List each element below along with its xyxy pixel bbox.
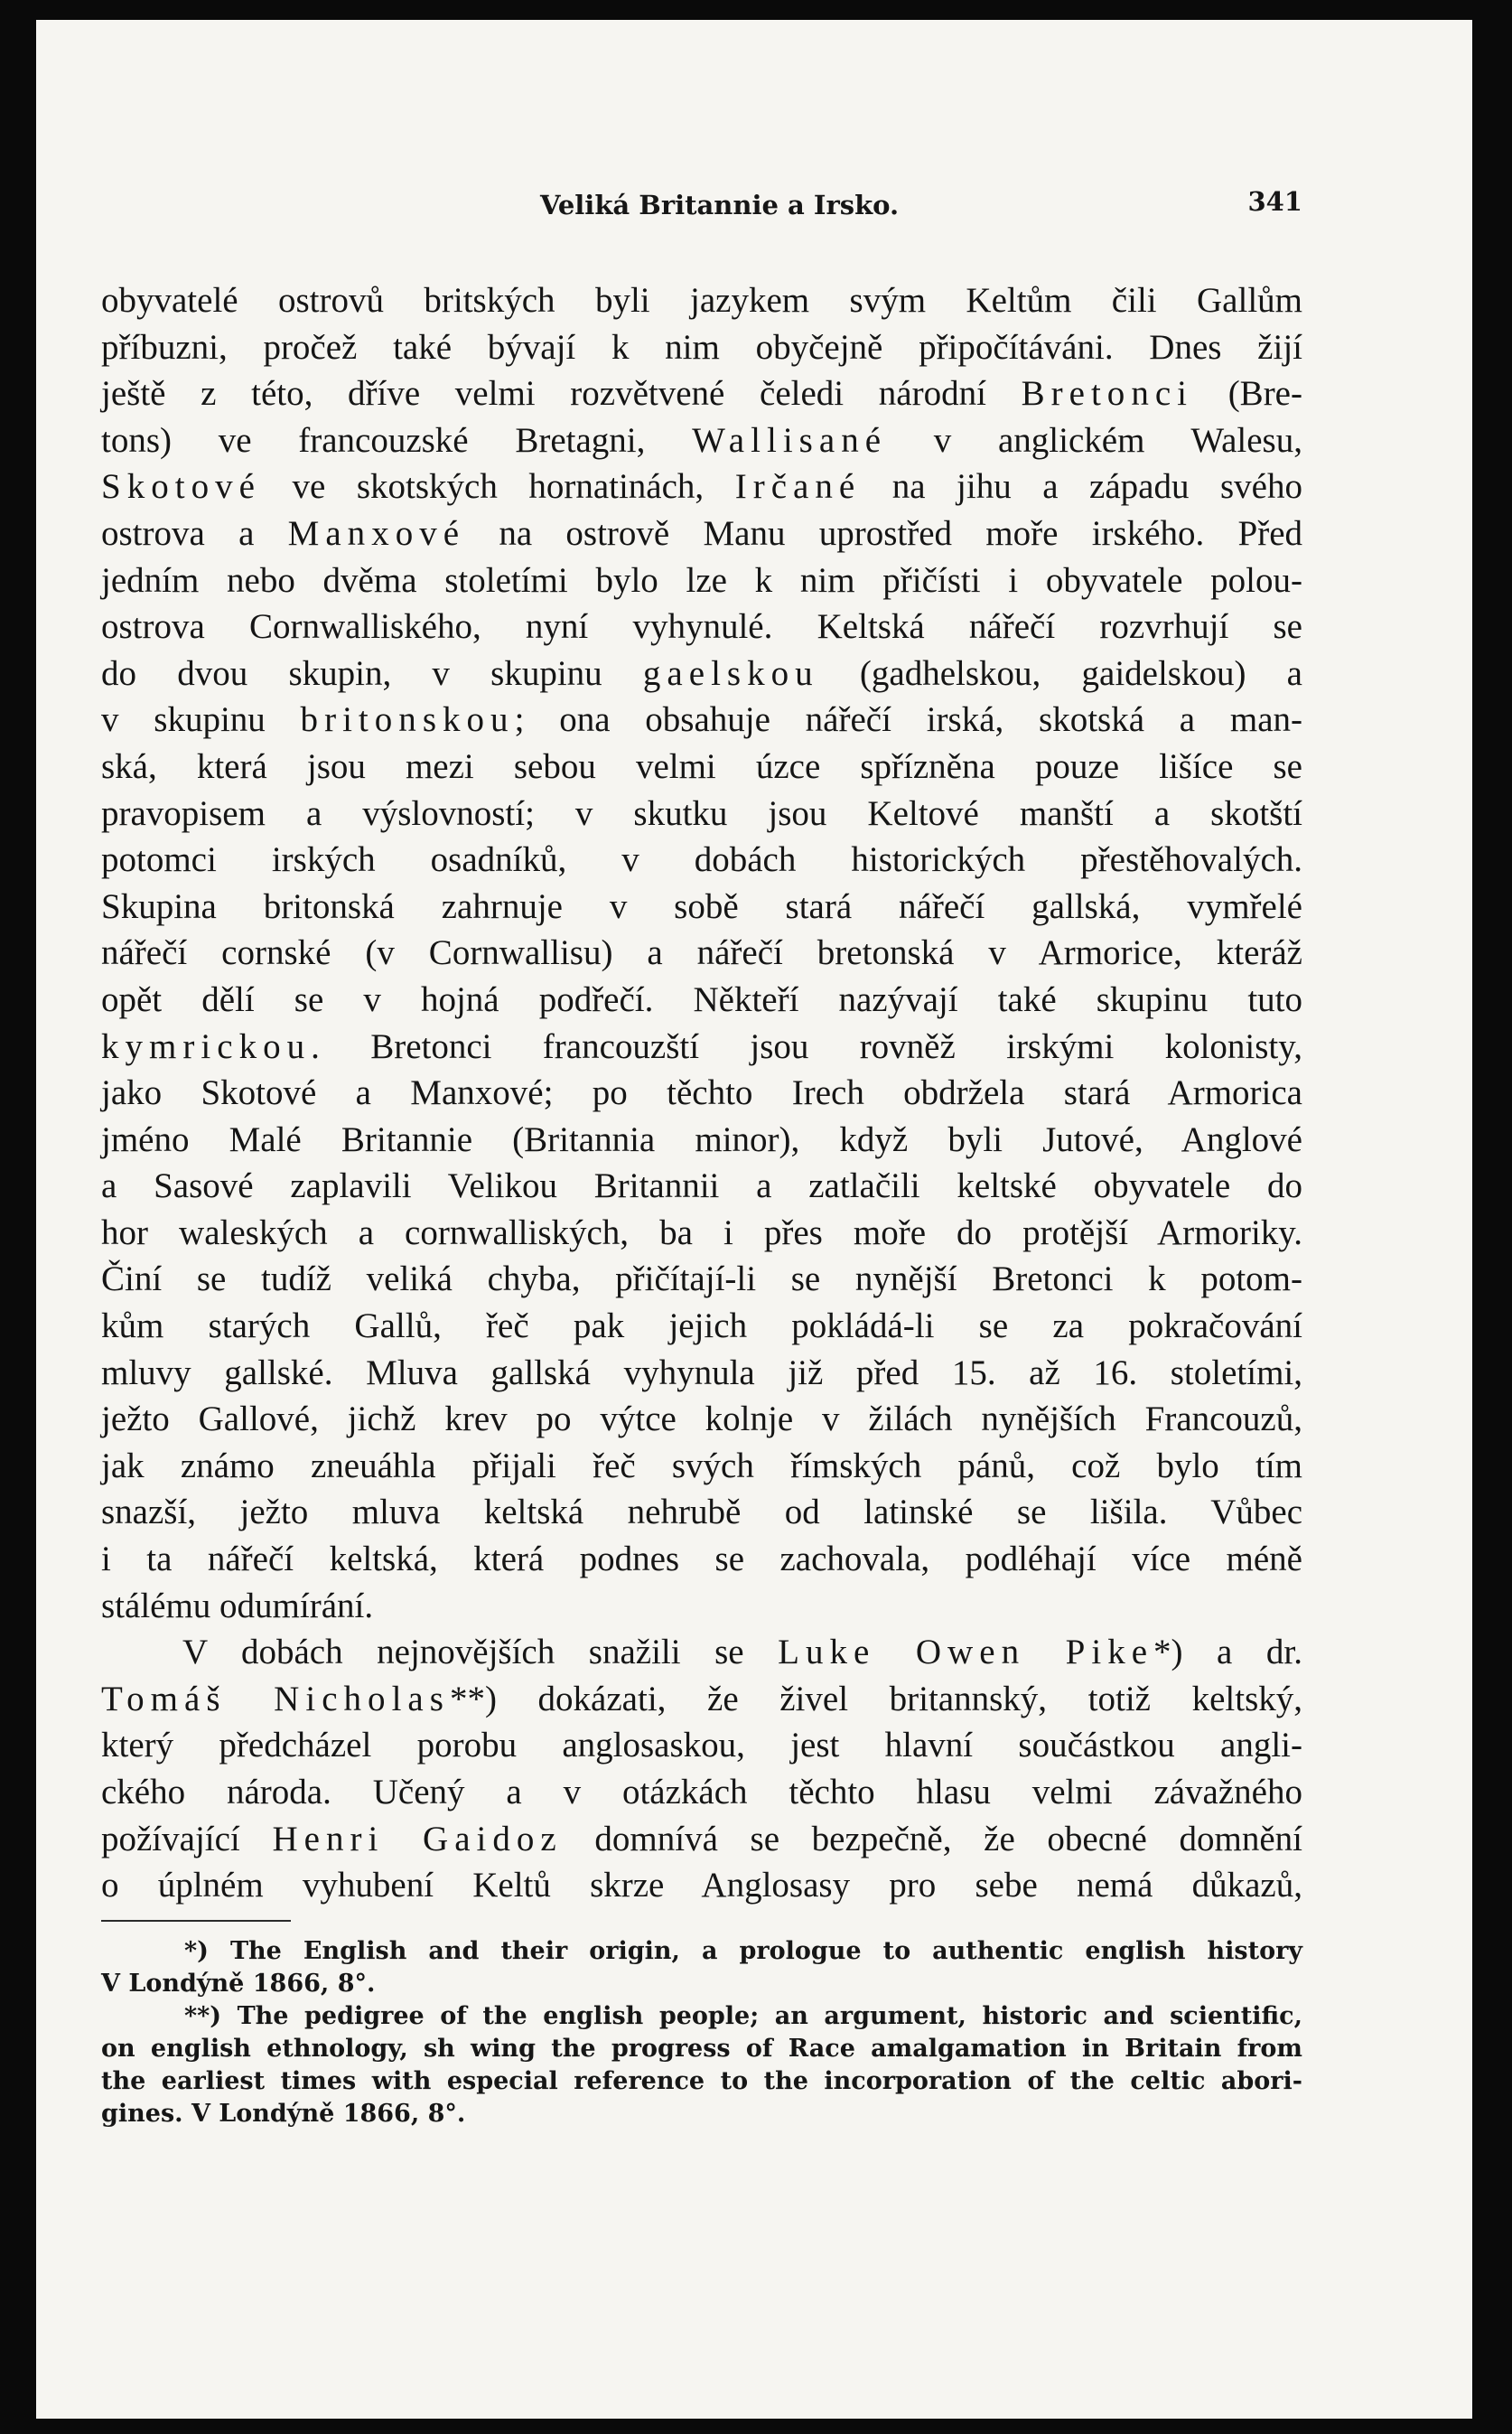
text-segment: **) dokázati, že živel britannský, totiž keltský, bbox=[449, 1679, 1302, 1718]
text-segment: domnívá se bezpečně, že obecné domnění bbox=[562, 1819, 1302, 1858]
spaced-term: Tomáš Nicholas bbox=[101, 1679, 450, 1718]
text-segment: ve skotských hornatinách, bbox=[260, 467, 735, 507]
text-line: hor waleských a cornwalliských, ba i přes moře do protější Armoriky. bbox=[101, 1212, 1302, 1252]
footnote-line: gines. V Londýně 1866, 8°. bbox=[101, 2100, 466, 2128]
text-line: pravopisem a výslovností; v skutku jsou Keltové manští a skotští bbox=[101, 793, 1302, 833]
running-title: Veliká Britannie a Irsko. bbox=[540, 190, 900, 220]
spaced-term: Luke Owen Pike bbox=[778, 1633, 1154, 1672]
text-line: kům starých Gallů, řeč pak jejich pokládá-li se za pokračování bbox=[101, 1306, 1302, 1346]
text-line bbox=[101, 463, 1302, 510]
spaced-term: kymrickou bbox=[101, 1026, 312, 1066]
spaced-term: Skotové bbox=[101, 467, 261, 507]
text-segment: V dobách nejnovějších snažili se bbox=[182, 1633, 779, 1672]
footnotes bbox=[101, 1935, 1302, 2130]
page-number: 341 bbox=[1247, 186, 1302, 217]
text-line: který předcházel porobu anglosaskou, jest hlavní součástkou angli- bbox=[101, 1726, 1302, 1765]
text-segment: v skupinu bbox=[101, 700, 301, 740]
spaced-term: Henri Gaidoz bbox=[272, 1819, 563, 1858]
footnote-line: *) The English and their origin, a prologue to authentic english history bbox=[184, 1937, 1302, 1965]
text-line: jak známo zneuáhla přijali řeč svých římských pánů, což bylo tím bbox=[101, 1446, 1302, 1485]
text-line: snazší, ježto mluva keltská nehrubě od latinské se lišila. Vůbec bbox=[101, 1493, 1302, 1532]
text-line: stálému odumírání. bbox=[101, 1586, 374, 1625]
paragraph-2 bbox=[101, 1629, 1302, 1909]
text-segment: na ostrově Manu uprostřed moře irského. Před bbox=[465, 513, 1303, 553]
page-header bbox=[101, 164, 1302, 220]
book-page bbox=[36, 20, 1472, 2419]
paragraph-1 bbox=[101, 277, 1302, 1629]
text-line: o úplném vyhubení Keltů skrze Anglosasy pro sebe nemá důkazů, bbox=[101, 1866, 1302, 1905]
text-line: ská, která jsou mezi sebou velmi úzce spřízněna pouze lišíce se bbox=[101, 746, 1302, 786]
text-line bbox=[101, 651, 1302, 697]
footnote-line: the earliest times with especial reference to the incorporation of the celtic abori- bbox=[101, 2067, 1302, 2095]
text-line: jako Skotové a Manxové; po těchto Irech obdržela stará Armorica bbox=[101, 1073, 1302, 1113]
spaced-term: Bretonci bbox=[1021, 374, 1194, 414]
text-segment: (gadhelskou, gaidelskou) a bbox=[818, 653, 1302, 693]
text-segment: požívající bbox=[101, 1819, 273, 1858]
text-line bbox=[101, 1629, 1302, 1676]
footnote-line: V Londýně 1866, 8°. bbox=[101, 1970, 376, 1998]
text-line: ježto Gallové, jichž krev po výtce kolnje v žilách nynějších Francouzů, bbox=[101, 1400, 1302, 1439]
text-line: ostrova Cornwalliského, nyní vyhynulé. Keltská nářečí rozvrhují se bbox=[101, 607, 1302, 647]
footnote-rule bbox=[101, 1920, 291, 1922]
text-line: příbuzni, pročež také bývají k nim obyčejně připočítáváni. Dnes žijí bbox=[101, 327, 1302, 367]
spaced-term: Wallisané bbox=[692, 420, 888, 460]
spaced-term: Manxové bbox=[287, 513, 466, 553]
text-segment: v anglickém Walesu, bbox=[887, 420, 1302, 460]
spaced-term: Irčané bbox=[734, 467, 862, 507]
text-segment: ostrova a bbox=[101, 513, 288, 553]
text-line: obyvatelé ostrovů britských byli jazykem svým Keltům čili Gallům bbox=[101, 281, 1302, 320]
text-line: a Sasové zaplavili Velikou Britannii a zatlačili keltské obyvatele do bbox=[101, 1166, 1302, 1206]
text-line: potomci irských osadníků, v dobách historických přestěhovalých. bbox=[101, 840, 1302, 880]
text-line bbox=[101, 417, 1302, 464]
text-line: jméno Malé Britannie (Britannia minor), když byli Jutové, Anglové bbox=[101, 1119, 1302, 1159]
spaced-term: gaelskou bbox=[642, 653, 819, 693]
text-line bbox=[101, 370, 1302, 417]
text-segment: ; ona obsahuje nářečí irská, skotská a man- bbox=[514, 700, 1302, 740]
text-segment: ještě z této, dříve velmi rozvětvené čeledi národní bbox=[101, 374, 1022, 414]
footnote-line: on english ethnology, sh wing the progress of Race amalgamation in Britain from bbox=[101, 2035, 1302, 2063]
text-segment: (Bre- bbox=[1193, 374, 1302, 414]
text-line: Skupina britonská zahrnuje v sobě stará nářečí gallská, vymřelé bbox=[101, 886, 1302, 926]
text-segment: tons) ve francouzské Bretagni, bbox=[101, 420, 693, 460]
text-line: i ta nářečí keltská, která podnes se zachovala, podléhají více méně bbox=[101, 1540, 1302, 1579]
body-text bbox=[101, 277, 1302, 1909]
text-line: Činí se tudíž veliká chyba, přičítají-li se nynější Bretonci k potom- bbox=[101, 1259, 1302, 1299]
text-line bbox=[101, 1676, 1302, 1723]
text-segment: na jihu a západu svého bbox=[861, 467, 1302, 507]
text-segment: *) a dr. bbox=[1153, 1633, 1302, 1672]
text-segment: do dvou skupin, v skupinu bbox=[101, 653, 643, 693]
text-line bbox=[101, 697, 1302, 744]
text-line bbox=[101, 510, 1302, 557]
text-line: mluvy gallské. Mluva gallská vyhynula již před 15. až 16. stoletími, bbox=[101, 1353, 1302, 1392]
spaced-term: britonskou bbox=[300, 700, 515, 740]
text-line bbox=[101, 1024, 1302, 1071]
text-line: ckého národa. Učený a v otázkách těchto hlasu velmi závažného bbox=[101, 1773, 1302, 1811]
text-line: jedním nebo dvěma stoletími bylo lze k nim přičísti i obyvatele polou- bbox=[101, 560, 1302, 600]
text-line: nářečí cornské (v Cornwallisu) a nářečí bretonská v Armorice, kteráž bbox=[101, 933, 1302, 973]
text-line: opět dělí se v hojná podřečí. Někteří nazývají také skupinu tuto bbox=[101, 979, 1302, 1019]
text-segment: . Bretonci francouzští jsou rovněž irskými kolonisty, bbox=[311, 1026, 1302, 1066]
text-line bbox=[101, 1816, 1302, 1863]
footnote-line: **) The pedigree of the english people; an argument, historic and scientific, bbox=[184, 2002, 1302, 2030]
